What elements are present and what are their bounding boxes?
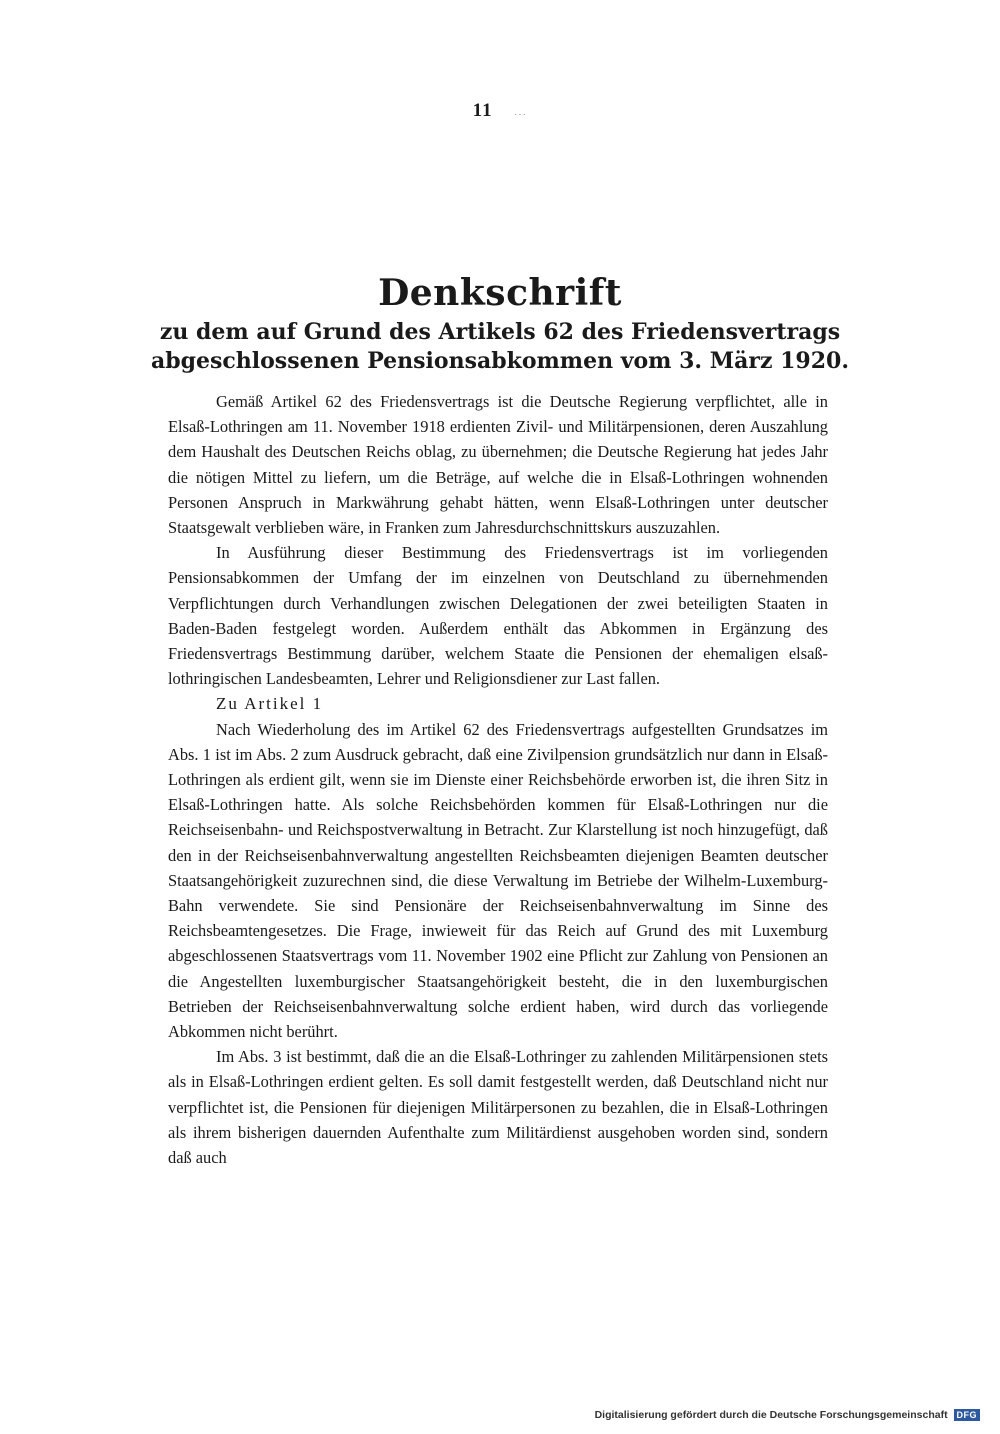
page-number [0, 100, 1000, 122]
section-paragraph-2: Im Abs. 3 ist bestimmt, daß die an die Elsaß-Lothringer zu zahlenden Militärpensionen stets als in Elsaß-Lothringen erdient gelten. Es soll damit festgestellt werden, daß Deutschland nicht nur verpflichtet ist, die Pensionen für diejenigen Militärpersonen zu bezahlen, die in Elsaß-Lothringen als ihrem bisherigen dauernden Aufenthalte zum Militärdienst ausgehoben worden sind, sondern daß auch [168, 1047, 828, 1168]
footer-text: Digitalisierung gefördert durch die Deutsche Forschungsgemeinschaft [594, 1409, 948, 1421]
paragraph-2: In Ausführung dieser Bestimmung des Friedensvertrags ist im vorliegenden Pensionsabkommen der Umfang der im einzelnen von Deutschland zu übernehmenden Verpflichtungen durch Verhandlungen zwischen Delegationen der zwei beteiligten Staaten in Baden-Baden festgelegt worden. Außerdem enthält das Abkommen in Ergänzung des Friedensvertrags Bestimmung darüber, welchem Staate die Pensionen der ehemaligen elsaß-lothringischen Landesbeamten, Lehrer und Religionsdiener zur Last fallen. [168, 543, 828, 689]
document-subtitle [0, 318, 1000, 376]
subtitle-line-1: zu dem auf Grund des Artikels 62 des Friedensvertrags [159, 319, 841, 345]
section-heading: Zu Artikel 1 [216, 694, 324, 714]
document-body [168, 389, 828, 1170]
section-paragraph-1: Nach Wiederholung des im Artikel 62 des Friedensvertrags aufgestellten Grundsatzes im Abs. 1 ist im Abs. 2 zum Ausdruck gebracht, daß eine Zivilpension grundsätzlich nur dann in Elsaß-Lothringen als erdient gilt, wenn sie im Dienste einer Reichsbehörde erworben ist, die ihren Sitz in Elsaß-Lothringen hatte. Als solche Reichsbehörden kommen für Elsaß-Lothringen nur die Reichseisenbahn- und Reichspostverwaltung in Betracht. Zur Klarstellung ist noch hinzugefügt, daß den in der Reichseisenbahnverwaltung angestellten Reichsbeamten diejenigen Beamten deutscher Staatsangehörigkeit zuzurechnen sind, die diese Verwaltung im Betriebe der Wilhelm-Luxemburg-Bahn verwendete. Sie sind Pensionäre der Reichseisenbahnverwaltung im Sinne des Reichsbeamtengesetzes. Die Frage, inwieweit für das Reich auf Grund des mit Luxemburg abgeschlossenen Staatsvertrags vom 11. November 1902 eine Pflicht zur Zahlung von Pensionen an die Angestellten luxemburgischer Staatsangehörigkeit besteht, die in den luxemburgischen Betrieben der Reichseisenbahnverwaltung solche erdient haben, wird durch das vorliegende Abkommen nicht berührt. [168, 719, 828, 1042]
subtitle-line-2: abgeschlossenen Pensionsabkommen vom 3. März 1920. [150, 348, 849, 374]
dfg-logo: DFG [954, 1409, 981, 1421]
page-marker: ... [514, 106, 528, 117]
paragraph-1: Gemäß Artikel 62 des Friedensvertrags ist die Deutsche Regierung verpflichtet, alle in Elsaß-Lothringen am 11. November 1918 erdienten Zivil- und Militärpensionen, deren Auszahlung dem Haushalt des Deutschen Reichs oblag, zu übernehmen; die Deutsche Regierung hat jedes Jahr die nötigen Mittel zu liefern, um die Beträge, auf welche die in Elsaß-Lothringen wohnenden Personen Anspruch in Markwährung gehabt hätten, wenn Elsaß-Lothringen unter deutscher Staatsgewalt verblieben wäre, in Franken zum Jahresdurchschnittskurs auszuzahlen. [168, 392, 828, 538]
page-number-value: 11 [472, 100, 493, 121]
footer-credit [595, 1409, 980, 1421]
document-title: Denkschrift [378, 272, 622, 314]
